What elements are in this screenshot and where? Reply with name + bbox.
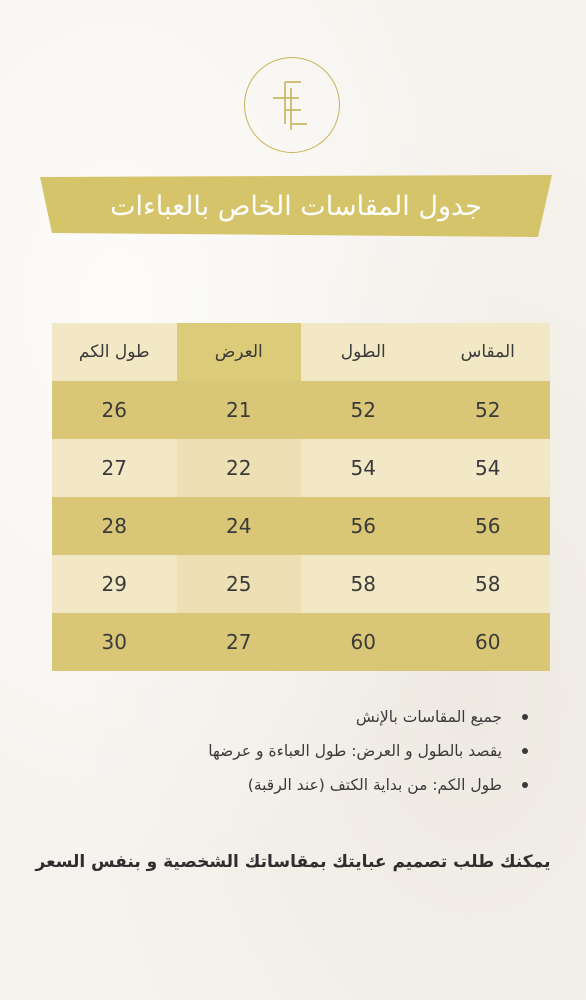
cell-size: 54 <box>475 456 501 480</box>
cell-length: 54 <box>350 456 376 480</box>
cell-sleeve-length: 29 <box>101 572 127 596</box>
list-item: يقصد بالطول و العرض: طول العباءة و عرضها <box>60 734 530 768</box>
table-row <box>52 439 550 497</box>
table-header-row <box>52 323 550 381</box>
cell-width: 27 <box>226 630 252 654</box>
title-banner <box>40 175 552 237</box>
page-title: جدول المقاسات الخاص بالعباءات <box>110 190 482 222</box>
table-row <box>52 555 550 613</box>
notes-list <box>60 700 530 802</box>
table-row <box>52 613 550 671</box>
ff-monogram-icon <box>245 58 341 154</box>
cell-sleeve-length: 28 <box>101 514 127 538</box>
cell-size: 60 <box>475 630 501 654</box>
cell-length: 58 <box>350 572 376 596</box>
custom-order-note: يمكنك طلب تصميم عبايتك بمقاساتك الشخصية و بنفس السعر <box>35 852 551 872</box>
list-item: طول الكم: من بداية الكتف (عند الرقبة) <box>60 768 530 802</box>
table-row <box>52 497 550 555</box>
cell-sleeve-length: 27 <box>101 456 127 480</box>
ff-monogram-logo <box>244 57 340 153</box>
cell-width: 24 <box>226 514 252 538</box>
header-size: المقاس <box>460 342 515 362</box>
cell-width: 25 <box>177 555 302 613</box>
cell-width: 22 <box>177 439 302 497</box>
header-width: العرض <box>177 323 302 381</box>
size-table <box>52 323 550 671</box>
list-item: جميع المقاسات بالإنش <box>60 700 530 734</box>
header-sleeve-length: طول الكم <box>78 342 150 362</box>
cell-sleeve-length: 26 <box>101 398 127 422</box>
cell-size: 52 <box>475 398 501 422</box>
cell-width: 21 <box>226 398 252 422</box>
header-length: الطول <box>340 342 386 362</box>
table-row <box>52 381 550 439</box>
cell-length: 52 <box>350 398 376 422</box>
cell-sleeve-length: 30 <box>101 630 127 654</box>
cell-size: 58 <box>475 572 501 596</box>
cell-length: 60 <box>350 630 376 654</box>
cell-length: 56 <box>350 514 376 538</box>
cell-size: 56 <box>475 514 501 538</box>
